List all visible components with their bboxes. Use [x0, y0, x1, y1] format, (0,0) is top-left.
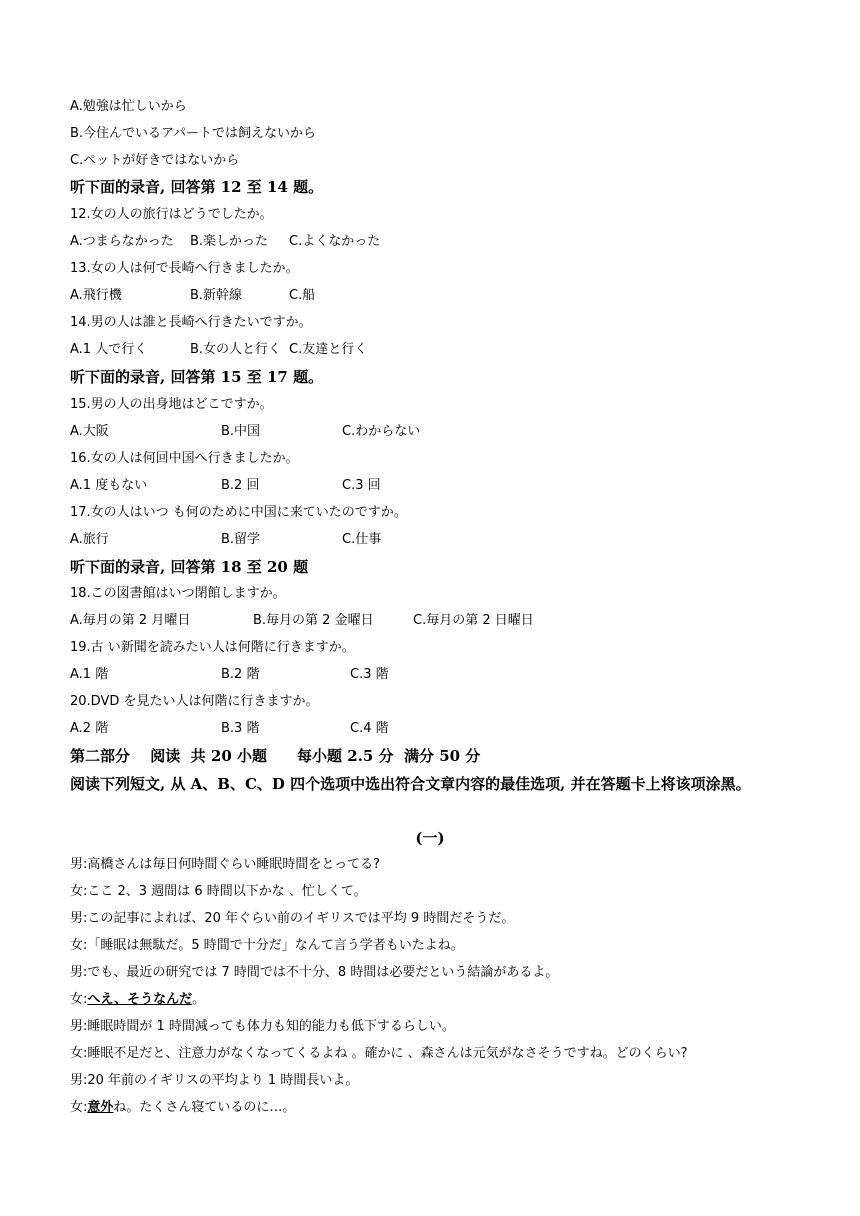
section-heading-12-14: 听下面的录音, 回答第 12 至 14 题。	[70, 178, 324, 196]
part2-instructions: 阅读下列短文, 从 A、B、C、D 四个选项中选出符合文章内容的最佳选项, 并在答题卡上将该项涂黑。	[70, 775, 751, 793]
q16-text: 16.女の人は何回中国へ行きましたか。	[70, 451, 299, 466]
dialogue-line-9: 男:20 年前のイギリスの平均より 1 時間長いよ。	[70, 1073, 359, 1088]
q15-option-b: B.中国	[221, 424, 261, 439]
q11-option-b: B.今住んでいるアパートでは飼えないから	[70, 126, 317, 141]
dialogue-line-2: 女:ここ 2、3 週間は 6 時間以下かな 、忙しくて。	[70, 884, 367, 899]
q14-option-a: A.1 人で行く	[70, 342, 148, 357]
line-suffix: ね。たくさん寝ているのに…。	[113, 1100, 296, 1115]
q18-option-c: C.毎月の第 2 日曜日	[413, 613, 534, 628]
dialogue-line-8: 女:睡眠不足だと、注意力がなくなってくるよね 。確かに 、森さんは元気がなさそうですね。どのくらい?	[70, 1046, 688, 1061]
q11-option-a: A.勉強は忙しいから	[70, 99, 187, 114]
q13-option-a: A.飛行機	[70, 288, 122, 303]
q15-option-a: A.大阪	[70, 424, 109, 439]
q12-text: 12.女の人の旅行はどうでしたか。	[70, 207, 273, 222]
speaker-label: 女:	[70, 992, 88, 1007]
q13-option-c: C.船	[289, 288, 316, 303]
part2-heading: 第二部分 阅读 共 20 小题 每小题 2.5 分 满分 50 分	[70, 747, 481, 765]
speaker-label: 女:	[70, 1100, 88, 1115]
section-heading-15-17: 听下面的录音, 回答第 15 至 17 题。	[70, 368, 324, 386]
q18-option-a: A.毎月の第 2 月曜日	[70, 613, 191, 628]
q20-option-a: A.2 階	[70, 721, 109, 736]
dialogue-line-4: 女:「睡眠は無駄だ。5 時間で十分だ」なんて言う学者もいたよね。	[70, 938, 464, 953]
q17-text: 17.女の人はいつ も何のために中国に来ていたのですか。	[70, 505, 407, 520]
q16-option-a: A.1 度もない	[70, 478, 148, 493]
passage-title: (一)	[415, 829, 445, 847]
dialogue-line-5: 男:でも、最近の研究では 7 時間では不十分、8 時間は必要だという結論があるよ。	[70, 965, 559, 980]
q17-option-b: B.留学	[221, 532, 261, 547]
q20-text: 20.DVD を見たい人は何階に行きますか。	[70, 694, 319, 709]
dialogue-line-1: 男:高橋さんは毎日何時間ぐらい睡眠時間をとってる?	[70, 857, 381, 872]
q20-option-c: C.4 階	[350, 721, 389, 736]
q19-option-a: A.1 階	[70, 667, 109, 682]
q13-option-b: B.新幹線	[190, 288, 243, 303]
q13-text: 13.女の人は何で長崎へ行きましたか。	[70, 261, 299, 276]
underlined-phrase: へえ、そうなんだ	[87, 992, 193, 1007]
q19-option-b: B.2 階	[221, 667, 260, 682]
q20-option-b: B.3 階	[221, 721, 260, 736]
q14-text: 14.男の人は誰と長崎へ行きたいですか。	[70, 315, 312, 330]
q19-text: 19.古 い新聞を読みたい人は何階に行きますか。	[70, 640, 355, 655]
q18-option-b: B.毎月の第 2 金曜日	[253, 613, 374, 628]
q16-option-c: C.3 回	[342, 478, 381, 493]
q16-option-b: B.2 回	[221, 478, 260, 493]
section-heading-18-20: 听下面的录音, 回答第 18 至 20 题	[70, 558, 309, 576]
q15-text: 15.男の人の出身地はどこですか。	[70, 397, 273, 412]
q11-option-c: C.ペットが好きではないから	[70, 153, 240, 168]
dialogue-line-10	[70, 1099, 295, 1117]
q12-option-c: C.よくなかった	[289, 234, 381, 249]
dialogue-line-3: 男:この記事によれば、20 年ぐらい前のイギリスでは平均 9 時間だそうだ。	[70, 911, 515, 926]
q18-text: 18.この図書館はいつ閉館しますか。	[70, 586, 286, 601]
q15-option-c: C.わからない	[342, 424, 421, 439]
q12-option-b: B.楽しかった	[190, 234, 269, 249]
q14-option-b: B.女の人と行く	[190, 342, 282, 357]
dialogue-line-6	[70, 991, 205, 1009]
q14-option-c: C.友達と行く	[289, 342, 368, 357]
q12-option-a: A.つまらなかった	[70, 234, 174, 249]
q19-option-c: C.3 階	[350, 667, 389, 682]
line-suffix: 。	[192, 992, 206, 1007]
q17-option-a: A.旅行	[70, 532, 109, 547]
underlined-word: 意外	[87, 1100, 114, 1115]
dialogue-line-7: 男:睡眠時間が 1 時間減っても体力も知的能力も低下するらしい。	[70, 1019, 455, 1034]
q17-option-c: C.仕事	[342, 532, 382, 547]
